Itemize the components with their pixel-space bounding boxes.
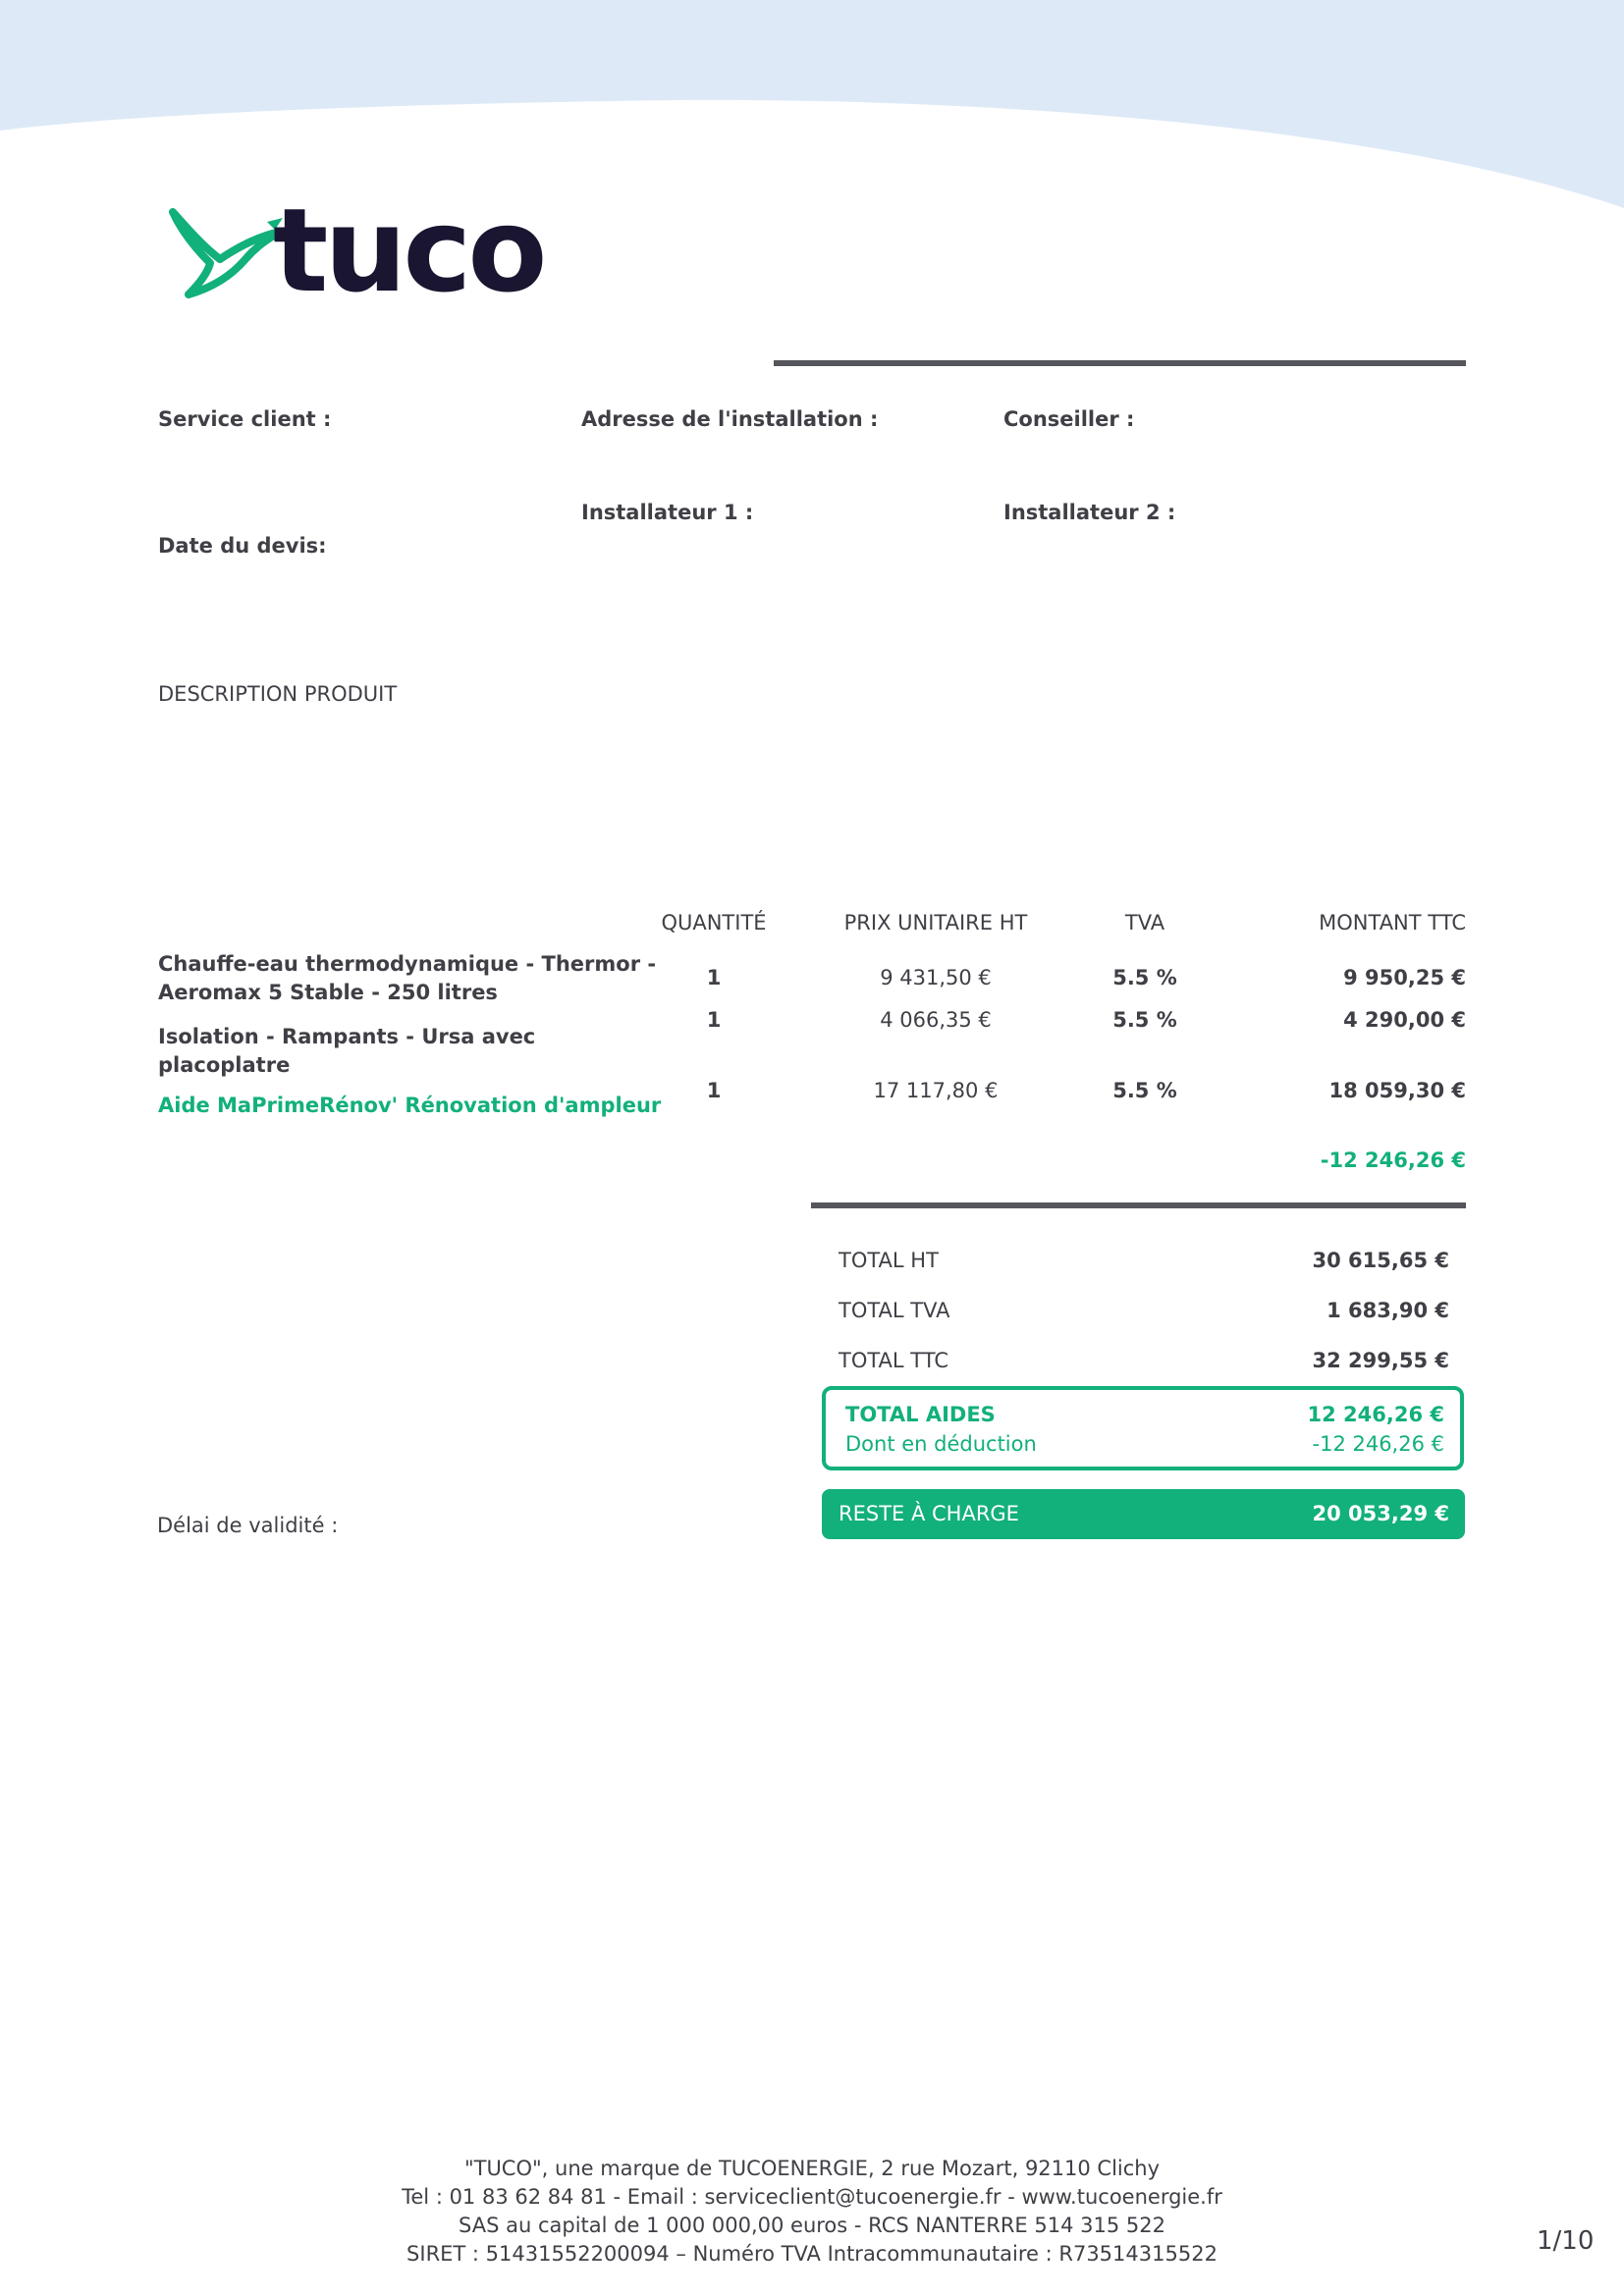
col-header-tva: TVA xyxy=(1124,911,1165,934)
footer-line: Tel : 01 83 62 84 81 - Email : serviceclient@tucoenergie.fr - www.tucoenergie.fr xyxy=(402,2185,1222,2209)
row-unit-price: 4 066,35 € xyxy=(880,1008,992,1032)
installateur-2-label: Installateur 2 : xyxy=(1003,501,1176,524)
installateur-1-label: Installateur 1 : xyxy=(581,501,754,524)
total-tva-value: 1 683,90 € xyxy=(1326,1299,1449,1322)
total-ht-label: TOTAL HT xyxy=(839,1249,939,1272)
row-qty: 1 xyxy=(706,966,722,989)
total-aides-value: 12 246,26 € xyxy=(1307,1403,1444,1426)
adresse-installation-label: Adresse de l'installation : xyxy=(581,407,879,431)
row-unit-price: 9 431,50 € xyxy=(880,966,992,989)
service-client-label: Service client : xyxy=(158,407,332,431)
row-label-line: Chauffe-eau thermodynamique - Thermor - xyxy=(158,952,657,976)
footer-line: "TUCO", une marque de TUCOENERGIE, 2 rue Mozart, 92110 Clichy xyxy=(463,2157,1161,2180)
row-total: 18 059,30 € xyxy=(1328,1079,1466,1102)
total-aides-label: TOTAL AIDES xyxy=(845,1403,996,1426)
aide-label: Aide MaPrimeRénov' Rénovation d'ampleur xyxy=(158,1094,662,1117)
reste-a-charge-value: 20 053,29 € xyxy=(1312,1502,1449,1525)
page-number: 1/10 xyxy=(1537,2226,1595,2256)
total-tva-label: TOTAL TVA xyxy=(839,1299,950,1322)
brand-logo-text: tuco xyxy=(273,183,544,318)
total-ttc-label: TOTAL TTC xyxy=(839,1349,949,1372)
header-wave xyxy=(0,0,1624,226)
row-label-line: Aeromax 5 Stable - 250 litres xyxy=(158,981,498,1004)
col-header-quantite: QUANTITÉ xyxy=(661,911,767,934)
reste-a-charge-label: RESTE À CHARGE xyxy=(839,1502,1019,1525)
deduction-value: -12 246,26 € xyxy=(1312,1432,1444,1456)
row-qty: 1 xyxy=(706,1008,722,1032)
row-tva: 5.5 % xyxy=(1112,966,1177,989)
footer-line: SAS au capital de 1 000 000,00 euros - RCS NANTERRE 514 315 522 xyxy=(459,2214,1165,2237)
col-header-montant: MONTANT TTC xyxy=(1319,911,1466,934)
total-aides-box xyxy=(822,1386,1464,1470)
total-ht-value: 30 615,65 € xyxy=(1312,1249,1449,1272)
validite-label: Délai de validité : xyxy=(157,1514,339,1537)
row-unit-price: 17 117,80 € xyxy=(873,1079,999,1102)
table-row-label xyxy=(158,950,669,1007)
row-tva: 5.5 % xyxy=(1112,1079,1177,1102)
total-ttc-value: 32 299,55 € xyxy=(1312,1349,1449,1372)
section-title: DESCRIPTION PRODUIT xyxy=(158,682,398,706)
aide-amount: -12 246,26 € xyxy=(1320,1148,1466,1172)
row-total: 9 950,25 € xyxy=(1343,966,1466,989)
table-row-label: Isolation - Rampants - Ursa avec placoplatre xyxy=(158,1025,536,1077)
conseiller-label: Conseiller : xyxy=(1003,407,1135,431)
totals-divider xyxy=(811,1202,1466,1208)
hummingbird-icon xyxy=(169,208,285,298)
date-devis-label: Date du devis: xyxy=(158,534,327,558)
deduction-label: Dont en déduction xyxy=(845,1432,1037,1456)
row-total: 4 290,00 € xyxy=(1343,1008,1466,1032)
row-tva: 5.5 % xyxy=(1112,1008,1177,1032)
footer-line: SIRET : 51431552200094 – Numéro TVA Intracommunautaire : R73514315522 xyxy=(406,2242,1218,2266)
header-divider xyxy=(774,360,1466,366)
row-qty: 1 xyxy=(706,1079,722,1102)
col-header-prix: PRIX UNITAIRE HT xyxy=(843,911,1028,934)
